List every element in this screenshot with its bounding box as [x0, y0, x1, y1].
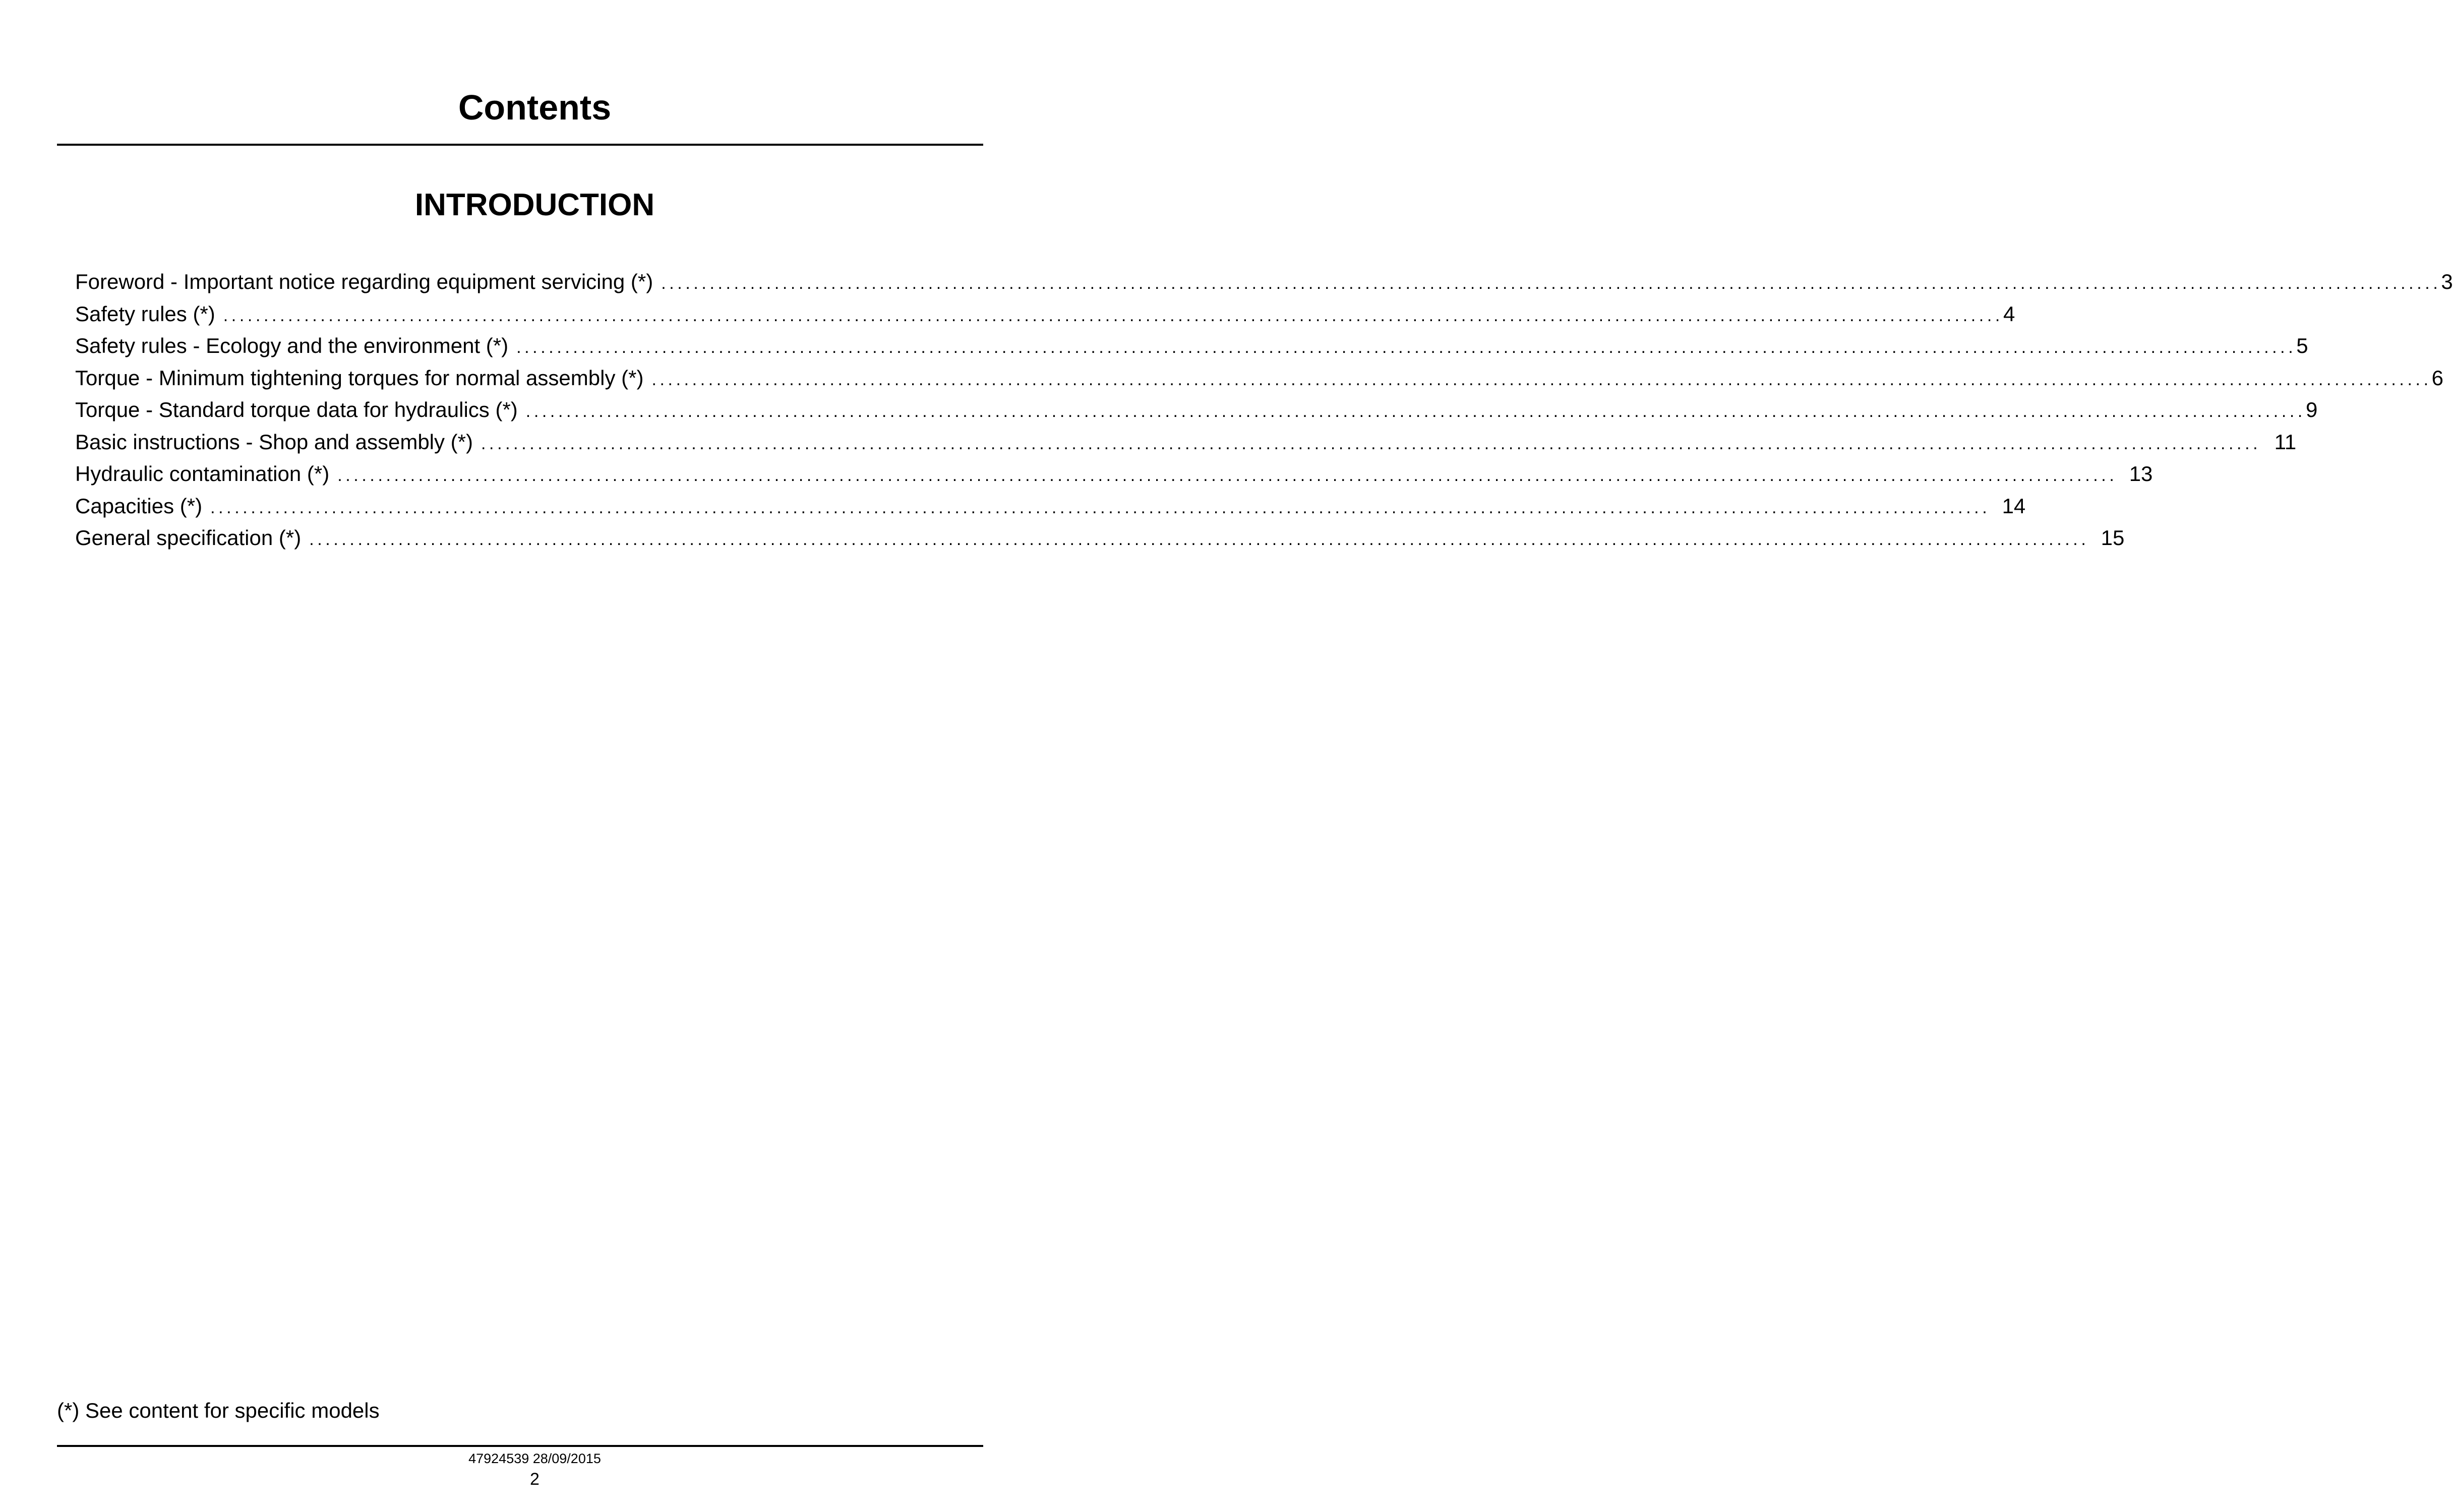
- toc-entry-label: Torque - Minimum tightening torques for normal assembly (*): [75, 366, 644, 390]
- toc-entry-page: 13: [2129, 462, 2153, 486]
- toc-dot-leader: ............................................................................................................................................................................................................................: [309, 530, 2089, 549]
- toc-entry-page: 4: [2003, 301, 2015, 326]
- toc-entry-label: Capacities (*): [75, 494, 203, 518]
- toc-dot-leader: ............................................................................................................................................................................................................................: [661, 274, 2441, 293]
- table-of-contents: [75, 266, 2453, 554]
- toc-entry-label: General specification (*): [75, 526, 302, 550]
- toc-dot-leader: ............................................................................................................................................................................................................................: [525, 402, 2306, 421]
- toc-entry-page: 6: [2431, 366, 2443, 390]
- section-title: INTRODUCTION: [414, 188, 655, 222]
- toc-dot-leader: ............................................................................................................................................................................................................................: [481, 434, 2261, 453]
- toc-entry-page: 3: [2441, 270, 2453, 293]
- toc-entry[interactable]: [75, 426, 2297, 458]
- footnote: (*) See content for specific models: [57, 1399, 380, 1422]
- page-title: Contents: [458, 88, 612, 127]
- toc-dot-leader: ............................................................................................................................................................................................................................: [516, 338, 2297, 357]
- toc-entry-label: Safety rules (*): [75, 301, 215, 326]
- toc-dot-leader: ............................................................................................................................................................................................................................: [337, 466, 2118, 485]
- footer-divider: [57, 1445, 983, 1447]
- toc-entry-label: Safety rules - Ecology and the environment (*): [75, 334, 509, 357]
- toc-dot-leader: ............................................................................................................................................................................................................................: [651, 370, 2432, 389]
- toc-entry-page: 15: [2101, 526, 2125, 550]
- toc-entry[interactable]: [75, 490, 2026, 522]
- toc-entry[interactable]: [75, 330, 2308, 362]
- toc-entry-label: Torque - Standard torque data for hydraulics (*): [75, 398, 518, 421]
- toc-entry[interactable]: [75, 522, 2125, 554]
- toc-entry-label: Foreword - Important notice regarding equipment servicing (*): [75, 270, 653, 293]
- toc-entry[interactable]: [75, 298, 2015, 330]
- toc-entry-page: 5: [2296, 334, 2308, 357]
- toc-entry-page: 14: [2002, 494, 2026, 518]
- page-number: 2: [530, 1470, 540, 1489]
- toc-entry-label: Hydraulic contamination (*): [75, 462, 330, 486]
- toc-entry-page: 11: [2274, 430, 2297, 454]
- toc-entry[interactable]: [75, 362, 2443, 394]
- document-id: 47924539 28/09/2015: [468, 1451, 601, 1466]
- toc-entry[interactable]: [75, 394, 2318, 426]
- toc-entry-page: 9: [2305, 398, 2318, 421]
- toc-entry-label: Basic instructions - Shop and assembly (*): [75, 430, 473, 454]
- toc-dot-leader: ............................................................................................................................................................................................................................: [210, 498, 1991, 517]
- toc-entry[interactable]: [75, 266, 2453, 298]
- header-divider: [57, 144, 983, 146]
- toc-entry[interactable]: [75, 458, 2153, 490]
- toc-dot-leader: ............................................................................................................................................................................................................................: [223, 306, 2003, 325]
